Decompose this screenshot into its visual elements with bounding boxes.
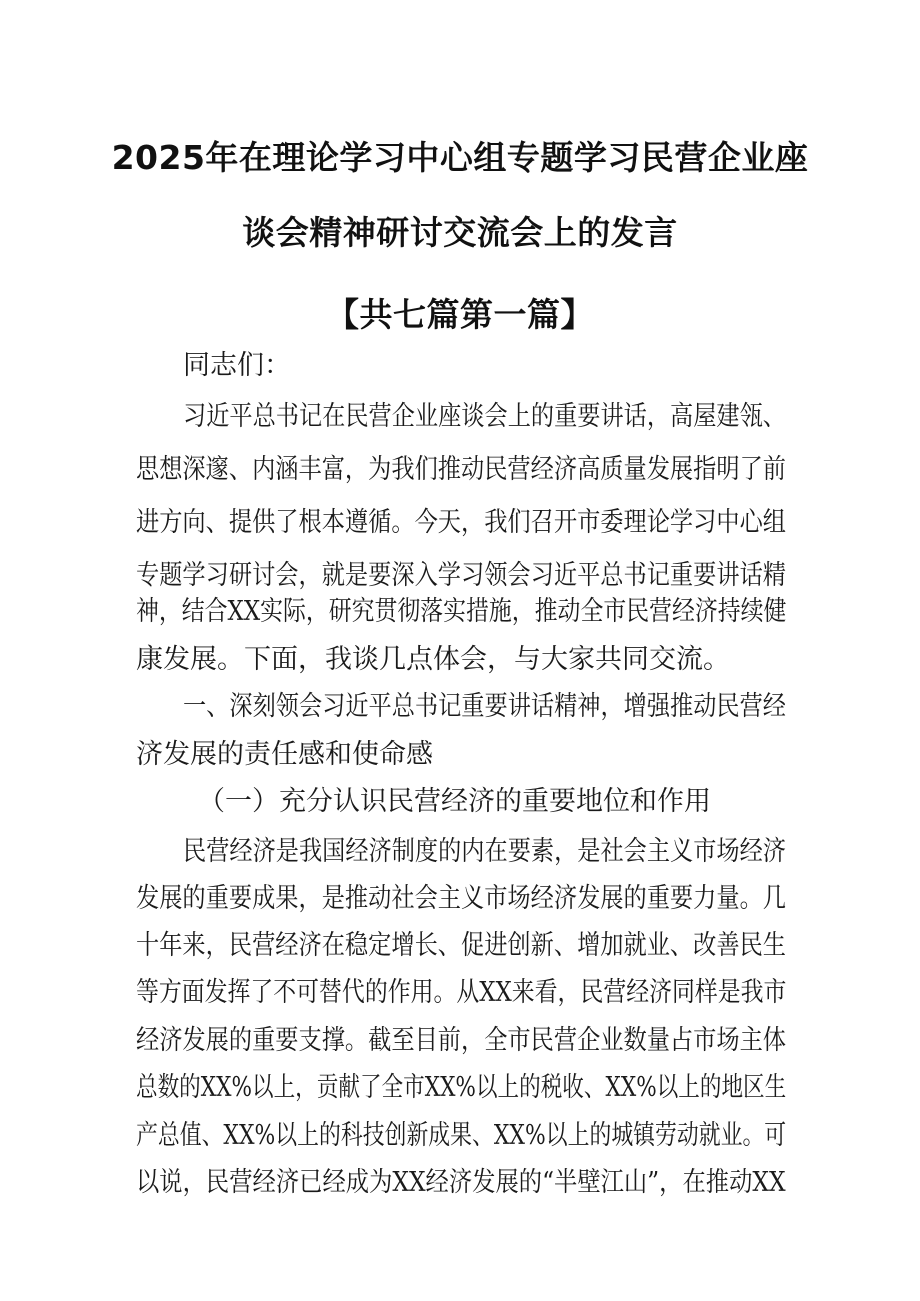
salutation: 同志们：: [183, 350, 291, 381]
paragraph-line: 神，结合XX实际，研究贯彻落实措施，推动全市民营经济持续健: [136, 596, 787, 627]
paragraph-line: 进方向、提供了根本遵循。今天，我们召开市委理论学习中心组: [136, 507, 786, 538]
paragraph-line: 经济发展的重要支撑。截至目前，全市民营企业数量占市场主体: [136, 1025, 786, 1056]
paragraph-line: 专题学习研讨会，就是要深入学习领会习近平总书记重要讲话精: [136, 560, 786, 591]
subtitle: 【共七篇第一篇】: [326, 295, 594, 334]
paragraph-line: 发展的重要成果，是推动社会主义市场经济发展的重要力量。几: [136, 883, 786, 914]
paragraph-line: 产总值、XX%以上的科技创新成果、XX%以上的城镇劳动就业。可: [136, 1120, 787, 1151]
paragraph-line: 以说，民营经济已经成为XX经济发展的“半壁江山”，在推动XX: [136, 1167, 786, 1198]
title-line-2: 谈会精神研讨交流会上的发言: [242, 213, 678, 252]
paragraph-line: 康发展。下面，我谈几点体会，与大家共同交流。: [136, 644, 730, 675]
paragraph-line: 习近平总书记在民营企业座谈会上的重要讲话，高屋建瓴、: [183, 401, 786, 432]
title-line-1: 2025年在理论学习中心组专题学习民营企业座: [111, 138, 809, 177]
paragraph-line: 等方面发挥了不可替代的作用。从XX来看，民营经济同样是我市: [136, 977, 787, 1008]
paragraph-line: 十年来，民营经济在稳定增长、促进创新、增加就业、改善民生: [136, 930, 786, 961]
paragraph-line: 民营经济是我国经济制度的内在要素，是社会主义市场经济: [183, 836, 786, 867]
subsection-heading: （一）充分认识民营经济的重要地位和作用: [198, 786, 711, 817]
paragraph-line: 总数的XX%以上，贡献了全市XX%以上的税收、XX%以上的地区生: [136, 1072, 787, 1103]
section-heading-line: 一、深刻领会习近平总书记重要讲话精神，增强推动民营经: [183, 691, 786, 722]
paragraph-line: 思想深邃、内涵丰富，为我们推动民营经济高质量发展指明了前: [136, 454, 786, 485]
section-heading-line: 济发展的责任感和使命感: [136, 739, 433, 770]
